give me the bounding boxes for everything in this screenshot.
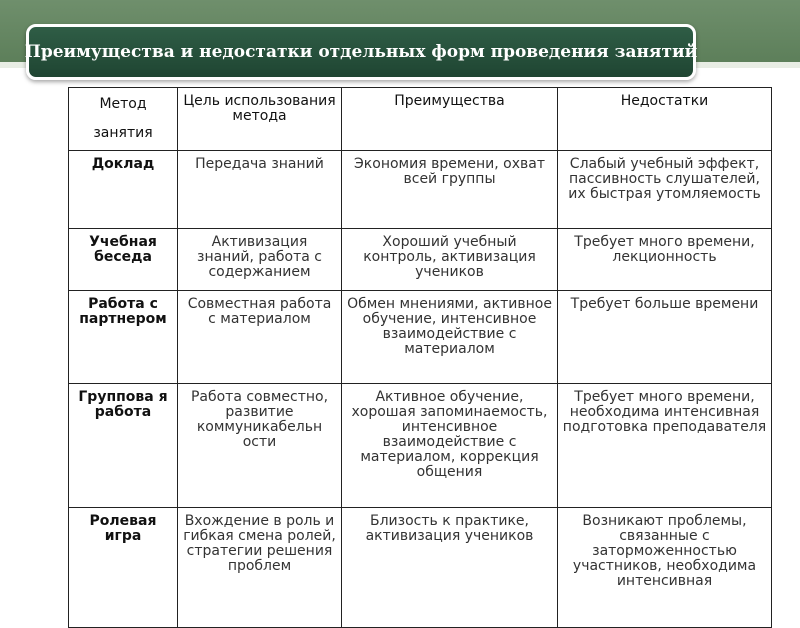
table-row <box>69 291 772 384</box>
column-header-advantages: Преимущества <box>342 88 558 151</box>
disadvantages-cell: Возникают проблемы, связанные с заторможенностью участников, необходима интенсивная <box>558 508 772 628</box>
table-row <box>69 151 772 229</box>
goal-cell: Работа совместно, развитие коммуникабельн ости <box>178 384 342 508</box>
method-cell: Ролевая игра <box>69 508 178 628</box>
table-row <box>69 508 772 628</box>
advantages-cell: Экономия времени, охват всей группы <box>342 151 558 229</box>
advantages-cell: Обмен мнениями, активное обучение, интенсивное взаимодействие с материалом <box>342 291 558 384</box>
advantages-cell: Хороший учебный контроль, активизация учеников <box>342 229 558 291</box>
method-cell: Учебная беседа <box>69 229 178 291</box>
page-title: Преимущества и недостатки отдельных форм проведения занятий <box>24 42 698 62</box>
disadvantages-cell: Требует много времени, лекционность <box>558 229 772 291</box>
advantages-cell: Близость к практике, активизация учеников <box>342 508 558 628</box>
advantages-cell: Активное обучение, хорошая запоминаемость, интенсивное взаимодействие с материалом, коррекция общения <box>342 384 558 508</box>
goal-cell: Передача знаний <box>178 151 342 229</box>
disadvantages-cell: Требует много времени, необходима интенсивная подготовка преподавателя <box>558 384 772 508</box>
column-header-goal: Цель использования метода <box>178 88 342 151</box>
method-cell: Работа с партнером <box>69 291 178 384</box>
column-header-method: Метод занятия <box>69 88 178 151</box>
column-header-disadvantages: Недостатки <box>558 88 772 151</box>
table-header-row <box>69 88 772 151</box>
disadvantages-cell: Слабый учебный эффект, пассивность слушателей, их быстрая утомляемость <box>558 151 772 229</box>
disadvantages-cell: Требует больше времени <box>558 291 772 384</box>
comparison-table <box>68 87 772 628</box>
method-cell: Доклад <box>69 151 178 229</box>
goal-cell: Вхождение в роль и гибкая смена ролей, стратегии решения проблем <box>178 508 342 628</box>
goal-cell: Активизация знаний, работа с содержанием <box>178 229 342 291</box>
goal-cell: Совместная работа с материалом <box>178 291 342 384</box>
table-row <box>69 384 772 508</box>
method-cell: Группова я работа <box>69 384 178 508</box>
table-row <box>69 229 772 291</box>
title-banner <box>26 24 696 80</box>
